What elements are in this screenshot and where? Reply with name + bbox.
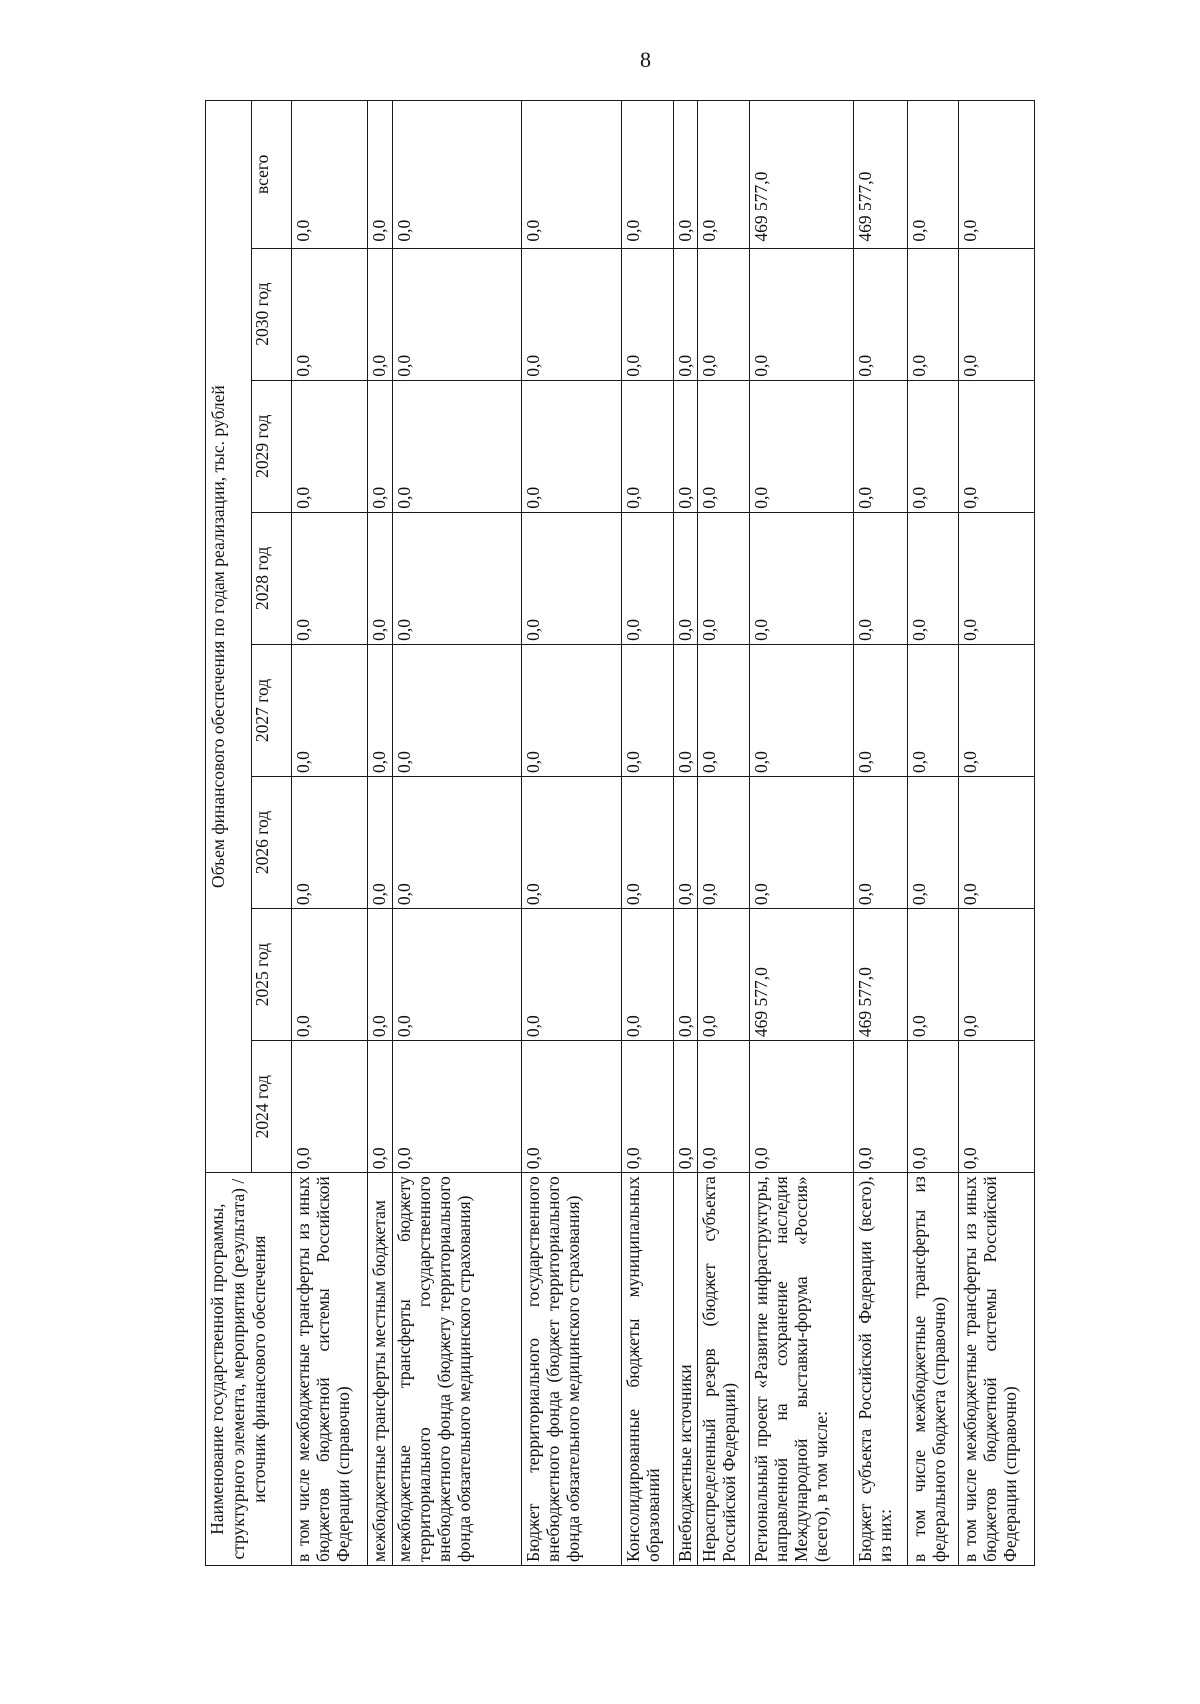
table-row	[907, 101, 958, 1566]
row-year-value: 0,0	[907, 512, 958, 644]
row-year-value: 0,0	[907, 248, 958, 380]
row-year-value: 0,0	[749, 644, 854, 776]
row-year-value: 0,0	[907, 776, 958, 908]
row-year-value: 0,0	[392, 909, 521, 1041]
header-year: 2029 год	[252, 380, 292, 512]
header-program-name: Наименование государственной программы, структурного элемента, мероприятия (результата) / источник финансового обеспечения	[206, 1173, 292, 1566]
row-year-value: 0,0	[854, 380, 907, 512]
row-total-value: 0,0	[958, 101, 1034, 249]
table-row	[698, 101, 749, 1566]
row-total-value: 0,0	[392, 101, 521, 249]
row-year-value: 0,0	[673, 512, 698, 644]
row-label: в том числе межбюджетные трансферты из иных бюджетов бюджетной системы Российской Федерации (справочно)	[292, 1173, 368, 1566]
header-year: 2026 год	[252, 776, 292, 908]
header-total: всего	[252, 101, 292, 249]
row-year-value: 0,0	[292, 248, 368, 380]
header-year: 2024 год	[252, 1041, 292, 1173]
row-year-value: 0,0	[907, 1041, 958, 1173]
row-year-value: 0,0	[622, 776, 673, 908]
header-year: 2030 год	[252, 248, 292, 380]
row-year-value: 0,0	[622, 1041, 673, 1173]
table-row	[749, 101, 854, 1566]
row-year-value: 0,0	[698, 776, 749, 908]
row-total-value: 469 577,0	[854, 101, 907, 249]
row-year-value: 0,0	[749, 1041, 854, 1173]
row-label: в том числе межбюджетные трансферты из федерального бюджета (справочно)	[907, 1173, 958, 1566]
row-year-value: 0,0	[907, 909, 958, 1041]
row-year-value: 0,0	[292, 512, 368, 644]
row-year-value: 0,0	[392, 512, 521, 644]
row-year-value: 0,0	[673, 776, 698, 908]
row-year-value: 0,0	[367, 512, 392, 644]
row-year-value: 0,0	[622, 512, 673, 644]
row-total-value: 469 577,0	[749, 101, 854, 249]
row-year-value: 0,0	[673, 1041, 698, 1173]
row-year-value: 0,0	[521, 644, 622, 776]
row-year-value: 0,0	[749, 776, 854, 908]
row-year-value: 0,0	[698, 512, 749, 644]
row-year-value: 0,0	[958, 644, 1034, 776]
row-year-value: 0,0	[854, 776, 907, 908]
row-year-value: 0,0	[749, 512, 854, 644]
row-total-value: 0,0	[292, 101, 368, 249]
row-year-value: 0,0	[958, 909, 1034, 1041]
row-year-value: 0,0	[958, 248, 1034, 380]
row-year-value: 0,0	[958, 776, 1034, 908]
row-year-value: 0,0	[958, 1041, 1034, 1173]
row-year-value: 0,0	[698, 644, 749, 776]
page-number: 8	[640, 47, 651, 72]
row-total-value: 0,0	[622, 101, 673, 249]
row-year-value: 0,0	[673, 248, 698, 380]
table-row	[854, 101, 907, 1566]
row-year-value: 0,0	[622, 644, 673, 776]
row-label: Внебюджетные источники	[673, 1173, 698, 1566]
row-label: Региональный проект «Развитие инфраструктуры, направленной на сохранение наследия Международной выставки-форума «Россия» (всего), в том числе:	[749, 1173, 854, 1566]
row-year-value: 0,0	[907, 644, 958, 776]
row-total-value: 0,0	[907, 101, 958, 249]
row-year-value: 0,0	[673, 909, 698, 1041]
row-year-value: 0,0	[698, 909, 749, 1041]
row-year-value: 0,0	[854, 644, 907, 776]
row-year-value: 0,0	[622, 380, 673, 512]
row-year-value: 0,0	[367, 644, 392, 776]
row-year-value: 0,0	[292, 776, 368, 908]
row-year-value: 0,0	[392, 380, 521, 512]
row-year-value: 0,0	[749, 380, 854, 512]
row-label: Консолидированные бюджеты муниципальных образований	[622, 1173, 673, 1566]
row-year-value: 0,0	[367, 380, 392, 512]
row-year-value: 0,0	[958, 380, 1034, 512]
row-label: Бюджет субъекта Российской Федерации (всего), из них:	[854, 1173, 907, 1566]
row-year-value: 0,0	[854, 512, 907, 644]
row-year-value: 0,0	[292, 380, 368, 512]
row-year-value: 0,0	[392, 248, 521, 380]
row-year-value: 0,0	[698, 248, 749, 380]
row-year-value: 0,0	[673, 644, 698, 776]
table-row	[958, 101, 1034, 1566]
row-year-value: 0,0	[622, 248, 673, 380]
header-financing-volume: Объем финансового обеспечения по годам реализации, тыс. рублей	[206, 101, 252, 1173]
row-label: Бюджет территориального государственного внебюджетного фонда (бюджет территориального фонда обязательного медицинского страхования)	[521, 1173, 622, 1566]
table-row	[673, 101, 698, 1566]
header-year: 2027 год	[252, 644, 292, 776]
row-year-value: 0,0	[749, 248, 854, 380]
table-row	[367, 101, 392, 1566]
row-year-value: 0,0	[392, 1041, 521, 1173]
row-year-value: 0,0	[521, 512, 622, 644]
row-total-value: 0,0	[367, 101, 392, 249]
header-year: 2028 год	[252, 512, 292, 644]
row-year-value: 0,0	[367, 776, 392, 908]
row-year-value: 0,0	[622, 909, 673, 1041]
row-year-value: 0,0	[698, 380, 749, 512]
table-row	[292, 101, 368, 1566]
row-year-value: 0,0	[673, 380, 698, 512]
row-year-value: 0,0	[854, 248, 907, 380]
rotated-table-container	[205, 100, 1035, 1566]
row-total-value: 0,0	[521, 101, 622, 249]
row-year-value: 0,0	[292, 909, 368, 1041]
row-year-value: 0,0	[854, 1041, 907, 1173]
row-year-value: 0,0	[958, 512, 1034, 644]
row-label: Нераспределенный резерв (бюджет субъекта Российской Федерации)	[698, 1173, 749, 1566]
row-year-value: 0,0	[521, 776, 622, 908]
row-year-value: 0,0	[367, 248, 392, 380]
row-year-value: 0,0	[292, 1041, 368, 1173]
row-year-value: 0,0	[367, 1041, 392, 1173]
row-year-value: 0,0	[367, 909, 392, 1041]
header-year: 2025 год	[252, 909, 292, 1041]
row-year-value: 0,0	[521, 1041, 622, 1173]
financing-table	[205, 100, 1035, 1566]
row-total-value: 0,0	[673, 101, 698, 249]
table-row	[392, 101, 521, 1566]
row-label: межбюджетные трансферты местным бюджетам	[367, 1173, 392, 1566]
row-year-value: 0,0	[292, 644, 368, 776]
row-year-value: 0,0	[907, 380, 958, 512]
row-year-value: 0,0	[521, 248, 622, 380]
row-year-value: 0,0	[521, 909, 622, 1041]
row-year-value: 469 577,0	[854, 909, 907, 1041]
table-row	[521, 101, 622, 1566]
table-row	[622, 101, 673, 1566]
row-year-value: 0,0	[521, 380, 622, 512]
row-year-value: 469 577,0	[749, 909, 854, 1041]
row-year-value: 0,0	[392, 644, 521, 776]
row-year-value: 0,0	[698, 1041, 749, 1173]
row-total-value: 0,0	[698, 101, 749, 249]
row-label: межбюджетные трансферты бюджету территориального государственного внебюджетного фонда (бюджету территориального фонда обязательного медицинского страхования)	[392, 1173, 521, 1566]
row-label: в том числе межбюджетные трансферты из иных бюджетов бюджетной системы Российской Федерации (справочно)	[958, 1173, 1034, 1566]
row-year-value: 0,0	[392, 776, 521, 908]
